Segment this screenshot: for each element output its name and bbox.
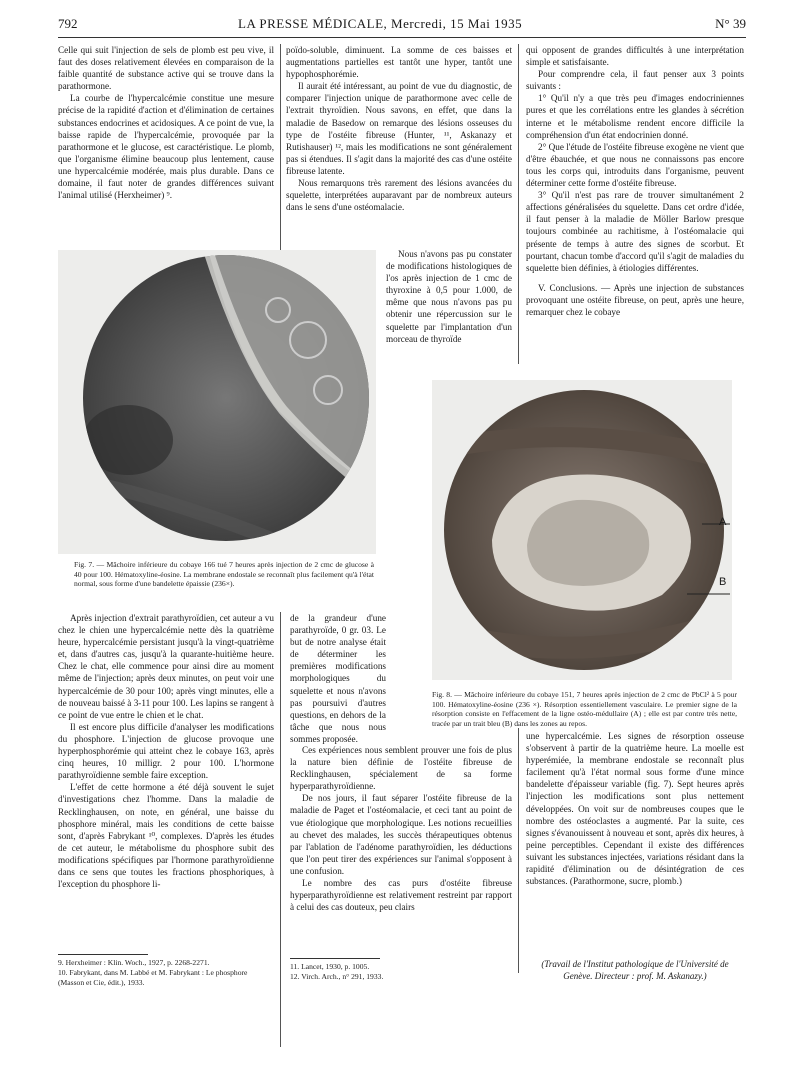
- paragraph: poïdo-soluble, diminuent. La somme de ces baisses et augmentations partielles est tantôt une hyper, tantôt une hypophosphorémie.: [286, 45, 512, 80]
- page-number: 792: [58, 16, 78, 31]
- issue-number: N° 39: [715, 16, 746, 31]
- paragraph: Celle qui suit l'injection de sels de plomb est peu vive, il faut des doses relativement élevées en comparaison de la faible quantité de substance active qui se trouve dans la parathormone.: [58, 45, 274, 92]
- paragraph: Après injection d'extrait parathyroïdien, cet auteur a vu chez le chien une hypercalcémie nette dès la quatrième heure, hypercalcémie persistant jusqu'à la vingt-quatrième et, dans d'autres cas, jusqu'à la quarante-huitième heure. Chez le chat, elle commence pour ainsi dire au moment même de l'injection; après deux minutes, on peut voir une hypercalcémie de 30 pour 100; après vingt minutes, elle a de nouveau baissé à 3-11 pour 100. Les lapins se rangent à ce point de vue entre le chien et le chat.: [58, 613, 274, 720]
- paragraph: une hypercalcémie. Les signes de résorption osseuse s'observent à partir de la quatrième heure. La moelle est hyperémiée, la membrane endostale se reconnaît plus facilement qu'à l'état normal sous forme d'une mince bandelette d'épaisseur variable (fig. 7). Sept heures après l'injection les modifications sont plus nettement développées. On voit sur de nombreuses coupes que le nombre des ostéoclastes a augmenté. Par la suite, ces signes s'évanouissent à nouveau et sont, après dix heures, à peine perceptibles. Cependant il existe des différences suivant les substances injectées, variations résidant dans la rapidité d'élimination ou de désintégration de ces substances. (Parathormone, sucre, plomb.): [526, 731, 744, 887]
- figure-7-caption: Fig. 7. — Mâchoire inférieure du cobaye 166 tué 7 heures après injection de 2 cmc de glucose à 40 pour 100. Hématoxyline-éosine. La membrane endostale se reconnaît plus facilement qu'à l'état normal, sous forme d'une bandelette épaissie (236×).: [74, 560, 374, 589]
- paragraph: Il est encore plus difficile d'analyser les modifications du phosphore. L'injection de glucose provoque une hyperphosphorémie qui atteint chez le cobaye 163, après cinq heures, 10 milligr. 2 pour 100. L'hormone parathyroïdienne semble faire exception.: [58, 721, 274, 781]
- paragraph: Pour comprendre cela, il faut penser aux 3 points suivants :: [526, 69, 744, 92]
- paragraph: Ces expériences nous semblent prouver une fois de plus la nature bien définie de l'ostéite fibreuse de Recklinghausen, spécialement de sa forme hyperparathyroïdienne.: [290, 745, 512, 792]
- paragraph: de la grandeur d'une parathyroïde, 0 gr. 03. Le but de notre analyse était de déterminer les premières modifications morphologiques du squelette et nous n'avons pas poursuivi d'autres questions, en dehors de la tâche que nous nous sommes proposée.: [290, 613, 386, 744]
- column-2-mid-narrow: [290, 612, 386, 745]
- footnotes-column-2: [290, 962, 512, 982]
- paragraph: De nos jours, il faut séparer l'ostéite fibreuse de la maladie de Paget et l'ostéomalacie, et ceci tant au point de vue étiologique que morphologique. Les notions recueillies au chevet des malades, les succès thérapeutiques obtenus par l'ablation de l'adénome parathyroïdien, les déductions que l'on peut tirer des expériences sur l'animal s'opposent à une confusion.: [290, 793, 512, 876]
- journal-title: LA PRESSE MÉDICALE, Mercredi, 15 Mai 1935: [238, 16, 523, 31]
- header-rule: [58, 37, 746, 38]
- footnotes-column-1: [58, 958, 274, 988]
- conclusions-paragraph: V. Conclusions. — Après une injection de substances provoquant une ostéite fibreuse, on peut, après une heure, remarquer chez le cobaye: [526, 282, 744, 317]
- micrograph-8-image: [432, 380, 732, 680]
- micrograph-7-image: [58, 250, 376, 554]
- column-1-bottom: [58, 612, 274, 890]
- figure-8-label-b: B: [719, 576, 727, 588]
- footnote: 12. Virch. Arch., n° 291, 1933.: [290, 972, 384, 981]
- paragraph: 3° Qu'il n'est pas rare de trouver simultanément 2 affections généralisées du squelette. Dans cet ordre d'idée, il faut penser à la maladie de Möller Barlow presque toujours combinée au rachitisme, à l'ostéomalacie qui présente de temps à autre des signes de scorbut. Et pourtant, chacun tombe d'accord qu'il s'agit de maladies du squelette bien définies, à étiologies différentes.: [526, 190, 744, 273]
- paragraph: 1° Qu'il n'y a que très peu d'images endocriniennes pures et que les corrélations entre les glandes à sécrétion interne et le métabolisme rendent encore difficile la compréhension d'un état endocrinien donné.: [526, 93, 744, 140]
- column-3-bottom: [526, 730, 744, 887]
- figure-8-caption: Fig. 8. — Mâchoire inférieure du cobaye 151, 7 heures après injection de 2 cmc de PbCl² à 5 pour 100. Hématoxyline-éosine (236 ×). Résorption essentiellement vasculaire. Le premier signe de la résorption consiste en l'effacement de la ligne ostéo-médullaire (A) ; elle est par contre très nette, tracée par un trait bleu (B) dans les zones au repos.: [432, 690, 737, 728]
- column-divider: [518, 728, 519, 973]
- column-2-bottom: [290, 744, 512, 913]
- footnote-rule: [58, 954, 148, 955]
- column-divider: [518, 44, 519, 364]
- figure-8-micrograph: [432, 380, 732, 680]
- paragraph: 2° Que l'étude de l'ostéite fibreuse exogène ne vient que d'être ébauchée, et que nous ne connaissons pas encore tous les corps qui, introduits dans l'organisme, peuvent déterminer cette forme d'ostéite fibreuse.: [526, 141, 744, 189]
- column-divider: [280, 612, 281, 1047]
- paragraph: Nous remarquons très rarement des lésions avancées du squelette, interprétées auparavant par de nombreux auteurs dans le sens d'une ostéomalacie.: [286, 178, 512, 213]
- paragraph: Le nombre des cas purs d'ostéite fibreuse hyperparathyroïdienne est relativement restreint par rapport à celui des cas douteux, peu clairs: [290, 878, 512, 913]
- paragraph: qui opposent de grandes difficultés à une interprétation simple et satisfaisante.: [526, 45, 744, 68]
- paragraph: La courbe de l'hypercalcémie constitue une mesure précise de la rapidité d'action et d'élimination de certaines substances endocrines et acidosiques. A ce point de vue, la baisse rapide de l'hypercalcémie, provoquée par la parathormone et le glucose, est caractéristique. Le plomb, que l'organisme élimine beaucoup plus lentement, cause une hypercalcémie modérée, mais plus durable. Dans ce domaine, il faut noter de grandes différences suivant l'animal utilisé (Herxheimer) ⁹.: [58, 93, 274, 201]
- column-1-top: [58, 44, 274, 201]
- paragraph: L'effet de cette hormone a été déjà souvent le sujet d'investigations chez l'homme. Dans la maladie de Recklinghausen, on note, en général, une baisse du phosphore minéral, mais les conditions de cette baisse sont, d'après Fabrykant ¹⁰, complexes. D'après les études de cet auteur, le métabolisme du phosphore subit des modifications spécifiques par l'hormone parathyroïdienne dans ce sens que toutes les fractions phosphoriques, à l'exception du phosphore li-: [58, 782, 274, 890]
- page-header: [58, 16, 746, 36]
- column-2-narrow-text: [386, 248, 512, 345]
- paragraph: Il aurait été intéressant, au point de vue du diagnostic, de comparer l'injection unique de parathormone avec celle de l'extrait thyroïdien. Nous savons, en effet, que dans la maladie de Basedow on remarque des lésions osseuses du type de l'ostéite fibreuse (Hunter, ¹¹, Askanazy et Rutishauser) ¹², mais les modifications ne sont généralement pas si étendues. Il s'agit dans la majorité des cas d'une ostéite fibreuse latente.: [286, 81, 512, 176]
- paragraph: Nous n'avons pas pu constater de modifications histologiques de l'os après injection de 1 cmc de thyroxine à 0,5 pour 1.000, de même que nous n'avons pas pu obtenir une répercussion sur le squelette par l'implantation d'un morceau de thyroïde: [386, 249, 512, 344]
- footnote-rule: [290, 958, 380, 959]
- footnote: 9. Herxheimer : Klin. Woch., 1927, p. 2268-2271.: [58, 958, 210, 967]
- column-3-top: [526, 44, 744, 318]
- footnote: 10. Fabrykant, dans M. Labbé et M. Fabrykant : Le phosphore (Masson et Cie, édit.), 1933.: [58, 968, 248, 987]
- footnote: 11. Lancet, 1930, p. 1005.: [290, 962, 370, 971]
- figure-8-label-a: A: [719, 516, 727, 528]
- credit-line: (Travail de l'Institut pathologique de l'Université de Genève. Directeur : prof. M. Askanazy.): [541, 959, 729, 981]
- figure-7-micrograph: [58, 250, 376, 554]
- column-2-top: [286, 44, 512, 213]
